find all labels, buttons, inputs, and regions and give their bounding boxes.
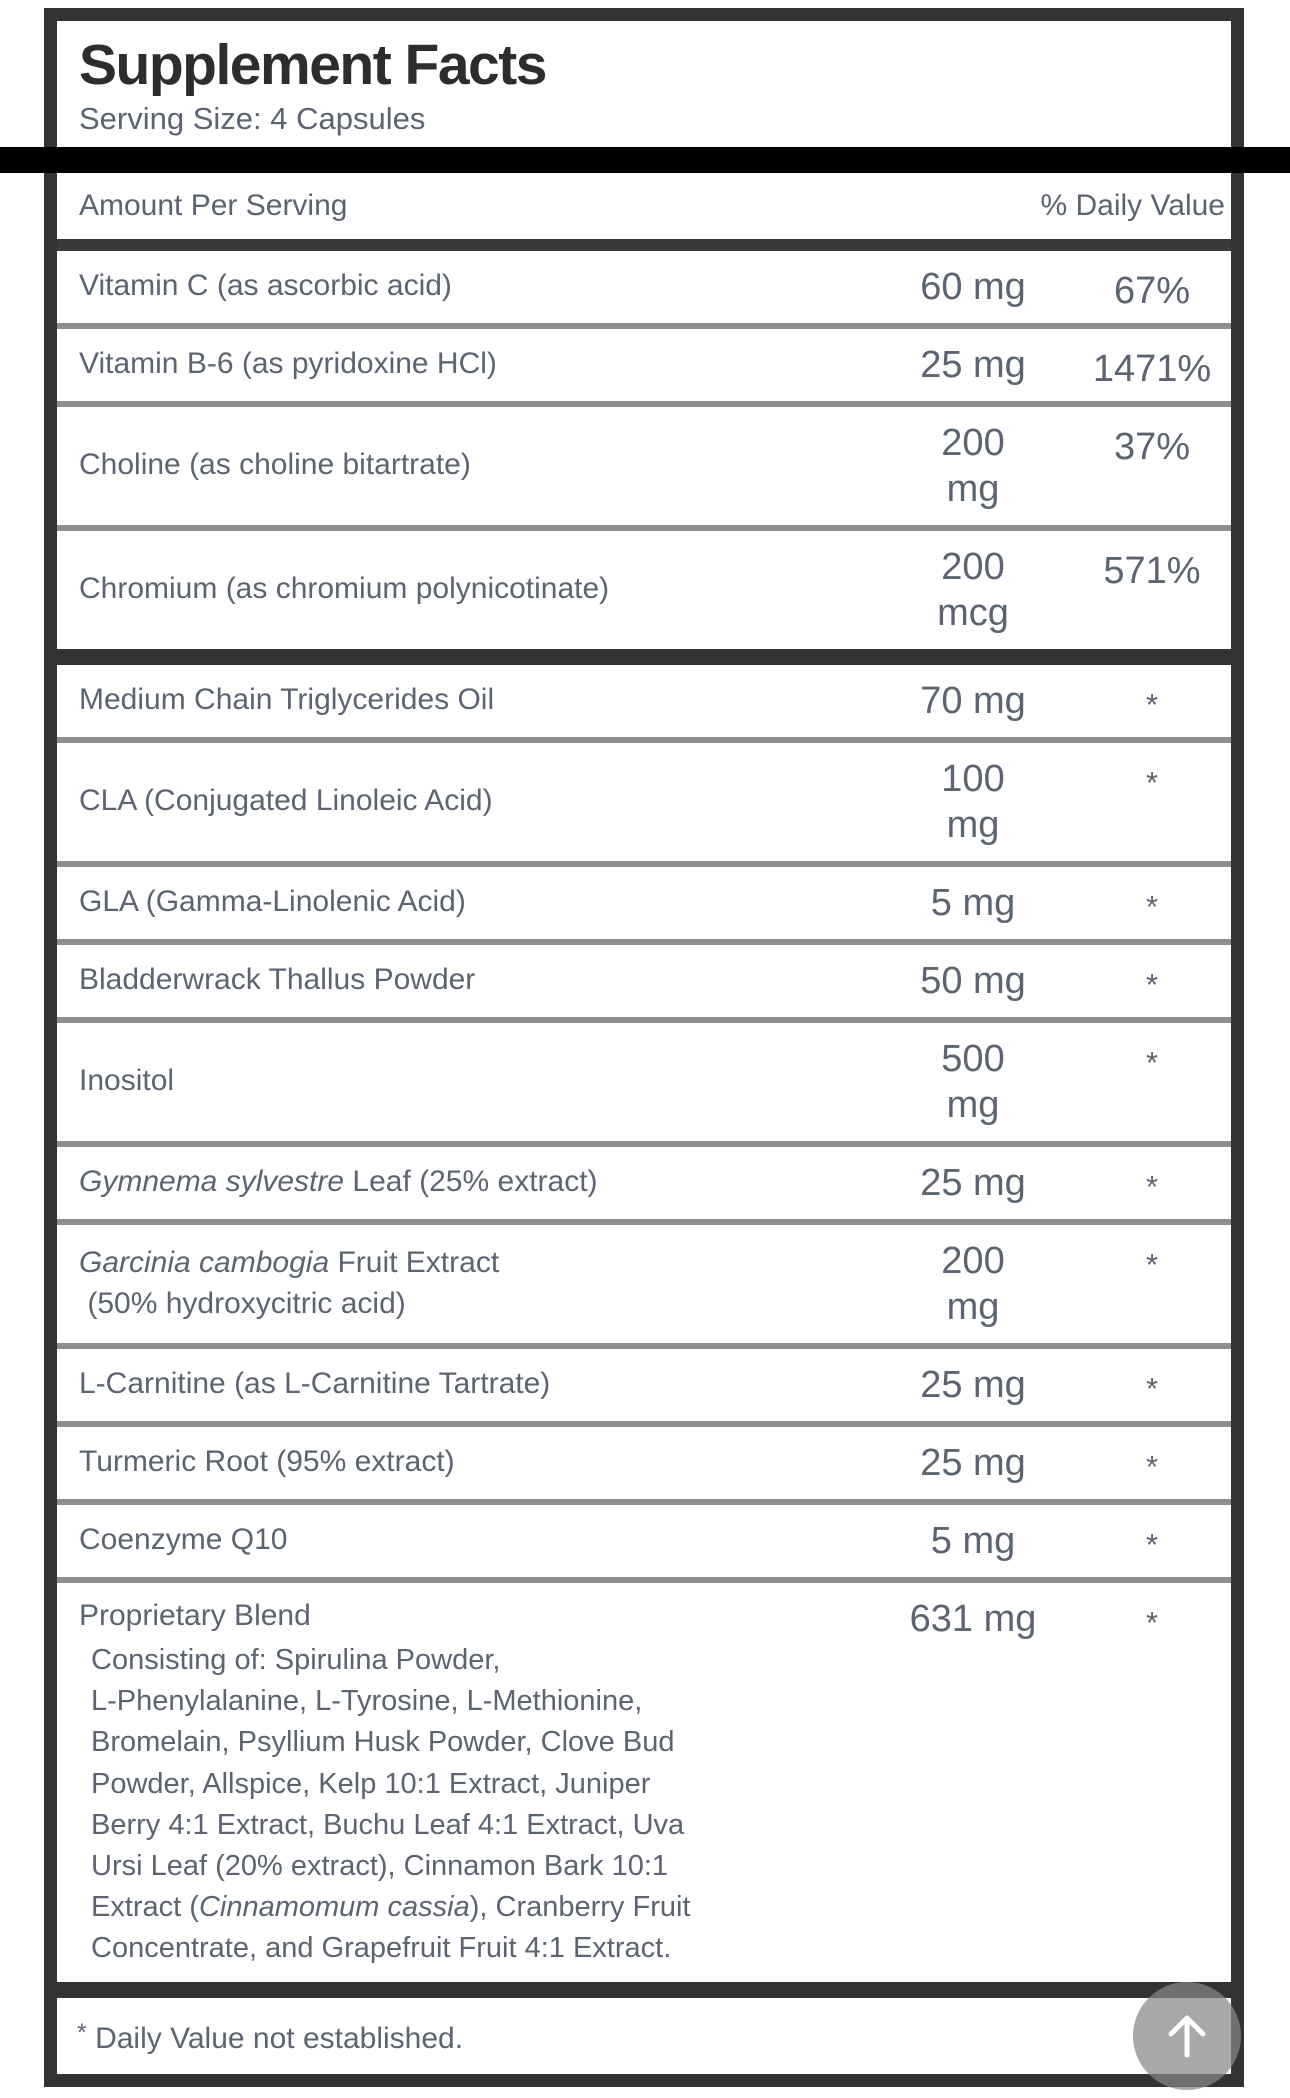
table-row xyxy=(57,251,1231,323)
amount-per-serving-header: Amount Per Serving xyxy=(79,188,348,222)
footnote-asterisk: * xyxy=(77,2019,87,2048)
daily-value-header: % Daily Value xyxy=(1040,188,1225,222)
footnote-text: Daily Value not established. xyxy=(86,2022,464,2056)
ingredient-name: Coenzyme Q10 xyxy=(79,1523,288,1557)
ingredient-name: Vitamin B-6 (as pyridoxine HCl) xyxy=(79,347,497,381)
ingredient-name: GLA (Gamma-Linolenic Acid) xyxy=(79,885,466,919)
ingredient-amount: 631 mg xyxy=(909,1597,1037,1640)
arrow-up-icon xyxy=(1158,2007,1216,2065)
table-row xyxy=(57,1023,1231,1141)
proprietary-blend-description: Consisting of: Spirulina Powder, L-Phenylalanine, L-Tyrosine, L-Methionine, Bromelain, Psyllium Husk Powder, Clove Bud Powder, Allspice, Kelp 10:1 Extract, Juniper Berry 4:1 Extract, Buchu Leaf 4:1 Extract, Uva Ursi Leaf (20% extract), Cinnamon Bark 10:1 Extract (Cinnamomum cassia), Cranberry Fruit Concentrate, and Grapefruit Fruit 4:1 Extract. xyxy=(91,1644,691,1965)
ingredient-daily-value: 67% xyxy=(1113,269,1191,312)
table-row xyxy=(57,407,1231,525)
table-row xyxy=(57,531,1231,649)
ingredient-daily-value: * xyxy=(1145,1168,1159,1204)
ingredient-name: Inositol xyxy=(79,1064,175,1098)
ingredient-name: Turmeric Root (95% extract) xyxy=(79,1445,455,1479)
ingredient-amount: 200 mcg xyxy=(937,545,1009,634)
ingredient-amount: 25 mg xyxy=(920,1441,1026,1484)
ingredient-name: Vitamin C (as ascorbic acid) xyxy=(79,269,452,303)
page-title: Supplement Facts xyxy=(79,33,546,97)
ingredient-daily-value: * xyxy=(1145,888,1159,924)
table-row xyxy=(57,1349,1231,1421)
ingredient-name: Medium Chain Triglycerides Oil xyxy=(79,683,495,717)
ingredient-amount: 60 mg xyxy=(920,265,1026,308)
ingredient-name: Choline (as choline bitartrate) xyxy=(79,448,471,482)
table-row xyxy=(57,867,1231,939)
ingredient-name: Garcinia cambogia Fruit Extract (50% hydroxycitric acid) xyxy=(79,1246,500,1320)
ingredient-name: Gymnema sylvestre Leaf (25% extract) xyxy=(79,1165,598,1199)
section-divider xyxy=(57,649,1231,665)
ingredient-daily-value: * xyxy=(1145,1604,1159,1640)
ingredient-amount: 500 mg xyxy=(941,1037,1005,1126)
ingredient-amount: 25 mg xyxy=(920,1161,1026,1204)
serving-size: Serving Size: 4 Capsules xyxy=(79,100,426,136)
ingredient-daily-value: * xyxy=(1145,686,1159,722)
scroll-to-top-button[interactable] xyxy=(1133,1982,1241,2090)
header-divider xyxy=(57,239,1231,251)
table-row xyxy=(57,1427,1231,1499)
label-header xyxy=(57,21,1231,147)
amount-per-serving-row xyxy=(57,173,1231,239)
ingredient-daily-value: 1471% xyxy=(1092,347,1212,390)
section-divider xyxy=(57,1982,1231,1998)
ingredient-daily-value: * xyxy=(1145,1246,1159,1282)
table-row xyxy=(57,1505,1231,1577)
ingredient-rows xyxy=(57,251,1231,1999)
ingredient-daily-value: * xyxy=(1145,966,1159,1002)
table-row xyxy=(57,329,1231,401)
ingredient-name: CLA (Conjugated Linoleic Acid) xyxy=(79,784,493,818)
table-row xyxy=(57,1583,1231,1983)
ingredient-amount: 200 mg xyxy=(941,1239,1005,1328)
ingredient-daily-value: * xyxy=(1145,1448,1159,1484)
ingredient-amount: 25 mg xyxy=(920,343,1026,386)
ingredient-daily-value: * xyxy=(1145,764,1159,800)
ingredient-daily-value: 571% xyxy=(1103,549,1201,592)
ingredient-daily-value: 37% xyxy=(1113,425,1191,468)
ingredient-daily-value: * xyxy=(1145,1044,1159,1080)
supplement-facts-panel xyxy=(44,8,1244,2087)
ingredient-daily-value: * xyxy=(1145,1370,1159,1406)
ingredient-daily-value: * xyxy=(1145,1526,1159,1562)
table-row xyxy=(57,1225,1231,1343)
table-row xyxy=(57,1147,1231,1219)
header-separator-bar xyxy=(0,147,1290,173)
ingredient-amount: 100 mg xyxy=(941,757,1005,846)
footnote-row xyxy=(57,1998,1231,2074)
ingredient-name: L-Carnitine (as L-Carnitine Tartrate) xyxy=(79,1367,551,1401)
ingredient-amount: 70 mg xyxy=(920,679,1026,722)
ingredient-amount: 50 mg xyxy=(920,959,1026,1002)
table-row xyxy=(57,665,1231,737)
ingredient-amount: 5 mg xyxy=(930,1519,1016,1562)
ingredient-name: Chromium (as chromium polynicotinate) xyxy=(79,572,610,606)
ingredient-name: Bladderwrack Thallus Powder xyxy=(79,963,476,997)
ingredient-amount: 200 mg xyxy=(941,421,1005,510)
ingredient-amount: 5 mg xyxy=(930,881,1016,924)
ingredient-name: Proprietary Blend Consisting of: Spirulina Powder, L-Phenylalanine, L-Tyrosine, L-Methionine, Bromelain, Psyllium Husk Powder, Clove Bud Powder, Allspice, Kelp 10:1 Extract, Juniper Berry 4:1 Extract, Buchu Leaf 4:1 Extract, Uva Ursi Leaf (20% extract), Cinnamon Bark 10:1 Extract (Cinnamomum cassia), Cranberry Fruit Concentrate, and Grapefruit Fruit 4:1 Extract. xyxy=(57,1583,873,1983)
ingredient-amount: 25 mg xyxy=(920,1363,1026,1406)
table-row xyxy=(57,743,1231,861)
table-row xyxy=(57,945,1231,1017)
